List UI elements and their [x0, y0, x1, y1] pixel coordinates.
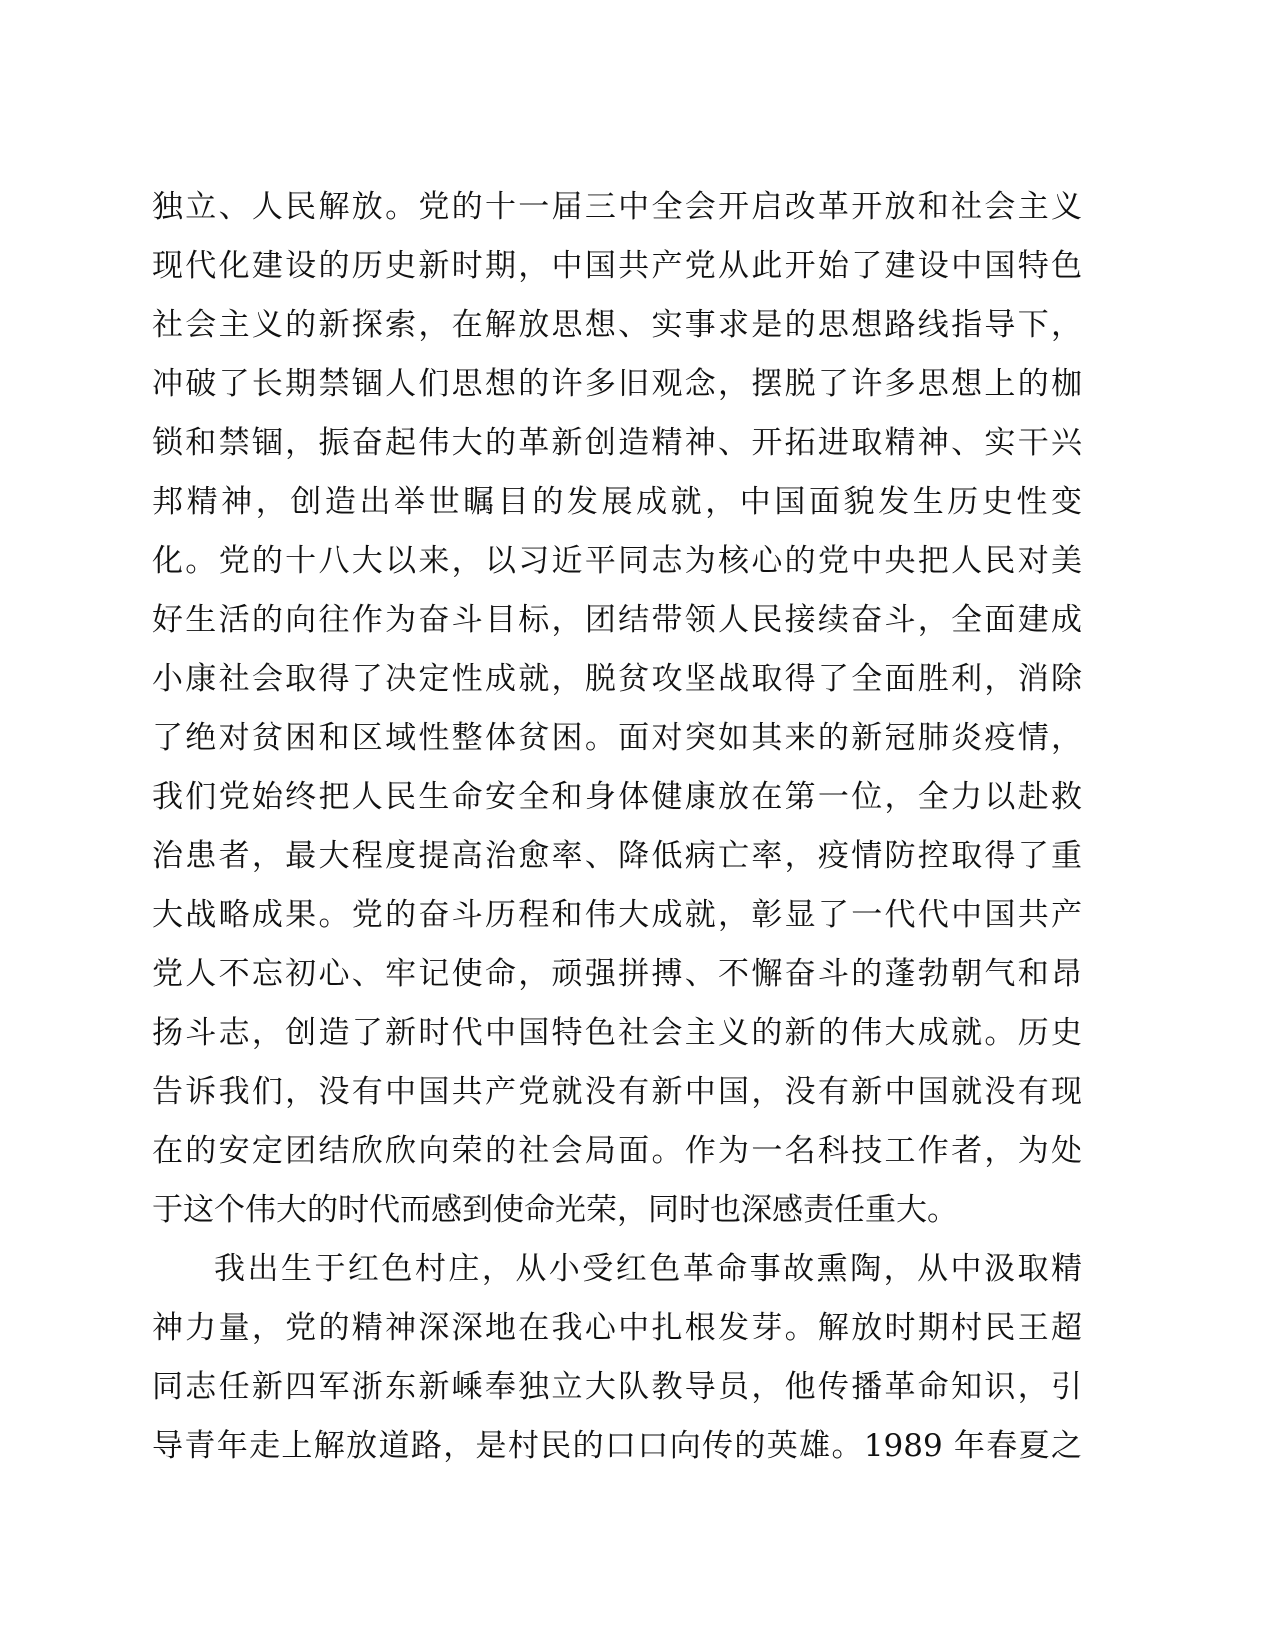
text-line: 导青年走上解放道路，是村民的口口向传的英雄。1989 年春夏之 — [152, 1428, 1082, 1464]
text-line: 独立、人民解放。党的十一届三中全会开启改革开放和社会主义 — [152, 189, 1082, 225]
text-line: 治患者，最大程度提高治愈率、降低病亡率，疫情防控取得了重 — [152, 838, 1082, 874]
text-line: 社会主义的新探索，在解放思想、实事求是的思想路线指导下， — [152, 307, 1082, 343]
text-line: 好生活的向往作为奋斗目标，团结带领人民接续奋斗，全面建成 — [152, 602, 1082, 638]
text-line: 化。党的十八大以来，以习近平同志为核心的党中央把人民对美 — [152, 543, 1082, 579]
text-line: 同志任新四军浙东新嵊奉独立大队教导员，他传播革命知识，引 — [152, 1369, 1082, 1405]
text-line: 了绝对贫困和区域性整体贫困。面对突如其来的新冠肺炎疫情， — [152, 720, 1082, 756]
text-line: 冲破了长期禁锢人们思想的许多旧观念，摆脱了许多思想上的枷 — [152, 366, 1082, 402]
text-line: 小康社会取得了决定性成就，脱贫攻坚战取得了全面胜利，消除 — [152, 661, 1082, 697]
text-line: 我们党始终把人民生命安全和身体健康放在第一位，全力以赴救 — [152, 779, 1082, 815]
text-line: 大战略成果。党的奋斗历程和伟大成就，彰显了一代代中国共产 — [152, 897, 1082, 933]
text-line: 锁和禁锢，振奋起伟大的革新创造精神、开拓进取精神、实干兴 — [152, 425, 1082, 461]
text-line: 神力量，党的精神深深地在我心中扎根发芽。解放时期村民王超 — [152, 1310, 1082, 1346]
text-line: 现代化建设的历史新时期，中国共产党从此开始了建设中国特色 — [152, 248, 1082, 284]
text-line: 扬斗志，创造了新时代中国特色社会主义的新的伟大成就。历史 — [152, 1015, 1082, 1051]
body-text — [152, 178, 1082, 1476]
paragraph-start-line: 我出生于红色村庄，从小受红色革命事故熏陶，从中汲取精 — [214, 1251, 1082, 1287]
paragraph-end-line: 于这个伟大的时代而感到使命光荣，同时也深感责任重大。 — [152, 1192, 958, 1228]
text-line: 告诉我们，没有中国共产党就没有新中国，没有新中国就没有现 — [152, 1074, 1082, 1110]
text-line: 邦精神，创造出举世瞩目的发展成就，中国面貌发生历史性变 — [152, 484, 1082, 520]
text-line: 在的安定团结欣欣向荣的社会局面。作为一名科技工作者，为处 — [152, 1133, 1082, 1169]
text-line: 党人不忘初心、牢记使命，顽强拼搏、不懈奋斗的蓬勃朝气和昂 — [152, 956, 1082, 992]
